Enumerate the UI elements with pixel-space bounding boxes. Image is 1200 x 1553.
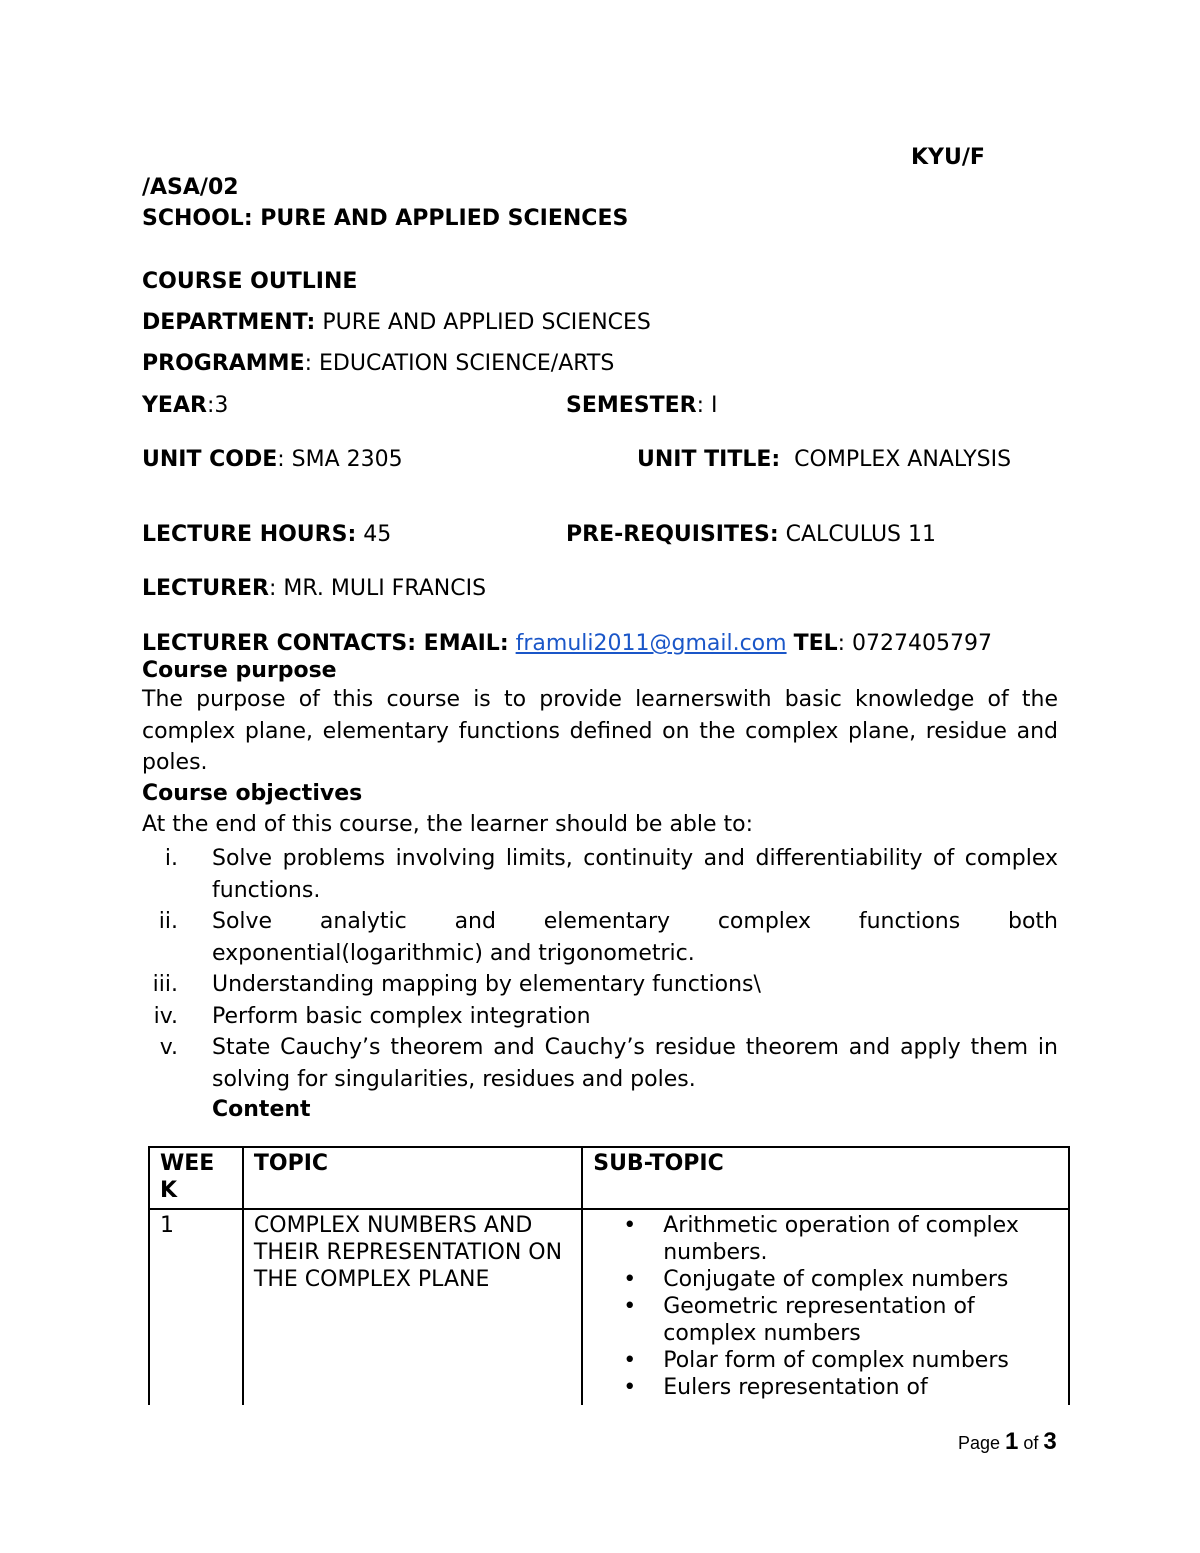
unit-title-line — [637, 446, 1011, 474]
objective-number: iii. — [152, 972, 178, 997]
course-outline-heading: COURSE OUTLINE — [142, 269, 358, 294]
objective-number: iv. — [153, 1003, 178, 1029]
cell-subtopics — [582, 1209, 1069, 1405]
header-topic: TOPIC — [243, 1147, 582, 1209]
form-code-part2: /ASA/02 — [142, 175, 239, 200]
header-week-line1: WEE — [160, 1151, 215, 1176]
unit-title-label: UNIT TITLE: — [637, 447, 781, 472]
lecture-hours-line — [142, 521, 391, 549]
list-item: • Conjugate of complex numbers — [593, 1266, 1058, 1293]
objective-number: ii. — [158, 909, 178, 934]
objective-text: State Cauchy’s theorem and Cauchy’s residue theorem and apply them in solving for singularities, residues and poles. — [212, 1035, 1058, 1092]
page-word: Page — [958, 1433, 1006, 1453]
header-subtopic: SUB-TOPIC — [582, 1147, 1069, 1209]
total-pages: 3 — [1043, 1428, 1057, 1455]
content-heading: Content — [212, 1097, 311, 1122]
objective-text-line1: Solve analytic and elementary complex functions both — [212, 909, 1058, 934]
objective-item — [142, 969, 1058, 1001]
semester-line — [566, 392, 718, 420]
content-table — [148, 1146, 1070, 1405]
lecture-hours-label: LECTURE HOURS: — [142, 522, 357, 547]
prerequisites-line — [566, 521, 936, 549]
school-heading: SCHOOL: PURE AND APPLIED SCIENCES — [142, 206, 629, 231]
programme-line — [142, 350, 614, 378]
objective-item — [142, 906, 1058, 969]
list-item: • Arithmetic operation of complex numbers. — [593, 1212, 1058, 1266]
header-week-line2: K — [160, 1178, 178, 1203]
year-value: :3 — [206, 393, 229, 418]
list-item: • Polar form of complex numbers — [593, 1347, 1058, 1374]
objective-text: Understanding mapping by elementary functions\ — [212, 972, 761, 997]
subtopic-list — [593, 1212, 1058, 1401]
programme-value: : EDUCATION SCIENCE/ARTS — [304, 351, 615, 376]
unit-title-value: COMPLEX ANALYSIS — [780, 447, 1012, 472]
objective-text-line2: exponential(logarithmic) and trigonometric. — [212, 940, 695, 966]
table-header-row — [149, 1147, 1069, 1209]
objective-item — [142, 1032, 1058, 1095]
department-line — [142, 309, 651, 337]
cell-week: 1 — [149, 1209, 243, 1405]
unit-code-label: UNIT CODE — [142, 447, 278, 472]
email-link[interactable]: framuli2011@gmail.com — [515, 631, 787, 656]
course-purpose-heading: Course purpose — [142, 658, 337, 683]
objective-number: v. — [159, 1035, 178, 1060]
semester-label: SEMESTER — [566, 393, 697, 418]
year-label: YEAR — [142, 393, 207, 418]
lecturer-line — [142, 575, 486, 603]
prerequisites-label: PRE-REQUISITES: — [566, 522, 779, 547]
department-value: PURE AND APPLIED SCIENCES — [315, 310, 651, 335]
department-label: DEPARTMENT: — [142, 310, 316, 335]
list-item: • Eulers representation of — [593, 1374, 1058, 1401]
contacts-label: LECTURER CONTACTS: EMAIL: — [142, 631, 509, 656]
tel-value: : 0727405797 — [837, 631, 993, 656]
objectives-intro: At the end of this course, the learner should be able to: — [142, 812, 754, 837]
semester-value: : I — [696, 393, 718, 418]
programme-label: PROGRAMME — [142, 351, 305, 376]
tel-label: TEL — [793, 631, 838, 656]
header-week — [149, 1147, 243, 1209]
page-number: 1 — [1005, 1428, 1019, 1455]
lecture-hours-value: 45 — [356, 522, 392, 547]
objective-text: Solve problems involving limits, continuity and differentiability of complex functions. — [212, 846, 1058, 903]
objectives-list — [142, 843, 1058, 1095]
unit-code-value: : SMA 2305 — [277, 447, 403, 472]
objective-number: i. — [164, 846, 178, 871]
lecturer-value: : MR. MULI FRANCIS — [268, 576, 487, 601]
list-item: • Geometric representation of complex numbers — [593, 1293, 1058, 1347]
objective-item — [142, 1001, 1058, 1033]
lecturer-label: LECTURER — [142, 576, 269, 601]
form-code-part1: KYU/F — [911, 145, 985, 170]
contacts-line — [142, 630, 992, 658]
course-purpose-text: The purpose of this course is to provide learnerswith basic knowledge of the complex plane, elementary functions defined on the complex plane, residue and poles. — [142, 687, 1058, 775]
page-number-footer — [958, 1428, 1057, 1456]
of-word: of — [1018, 1433, 1044, 1453]
unit-code-line — [142, 446, 403, 474]
objective-item — [142, 843, 1058, 906]
course-objectives-heading: Course objectives — [142, 781, 363, 806]
cell-topic: COMPLEX NUMBERS AND THEIR REPRESENTATION ON THE COMPLEX PLANE — [243, 1209, 582, 1405]
objective-text: Perform basic complex integration — [212, 1003, 591, 1029]
year-line — [142, 392, 228, 420]
table-row — [149, 1209, 1069, 1405]
prerequisites-value: CALCULUS 11 — [778, 522, 936, 547]
